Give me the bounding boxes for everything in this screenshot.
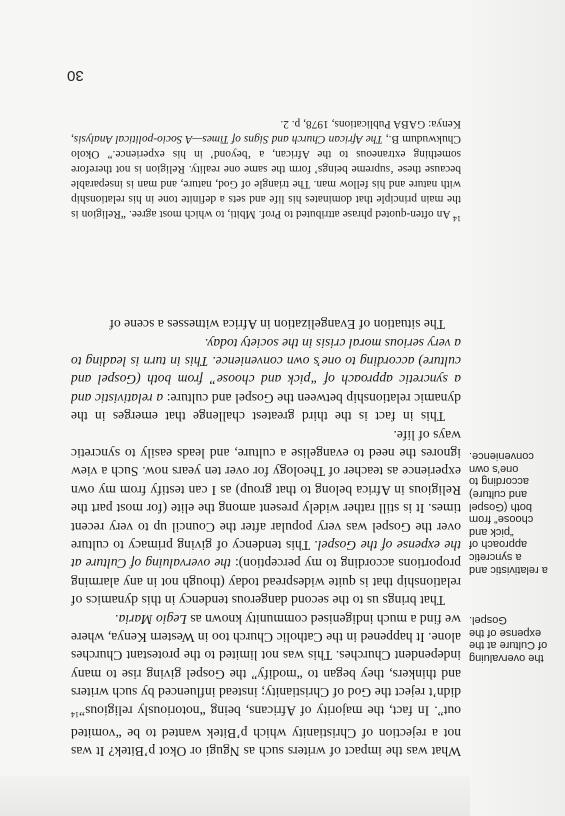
- body-text: [71, 315, 461, 760]
- margin-notes: [469, 440, 553, 756]
- paragraph-1-text: What was the impact of writers such as Ngugi or Okot p’Bitek? It was not a rejection of Christianity which p’Bitek wanted to be “vomited out”. In fact, the majority of Africans, being “notoriously religious”: [71, 703, 461, 759]
- paragraph-2: [71, 425, 461, 609]
- footnote-marker: 14: [453, 214, 461, 223]
- footnote-publisher: , Kenya: GABA Publications, 1978, p. 2.: [71, 118, 461, 146]
- paragraph-4: [71, 315, 461, 333]
- paragraph-3-lead: This in fact is the third greatest challenge that emerges in the dynamic relationship between the Gospel and culture:: [71, 390, 461, 425]
- page-number: 30: [67, 67, 84, 84]
- paragraph-1-end: .: [115, 611, 119, 627]
- footnote-14: [71, 116, 461, 226]
- footnote-book-title: The African Church and Signs of Times—A Socio-political Analysis: [73, 133, 383, 146]
- paragraph-1: [71, 609, 461, 760]
- paragraph-2-emphasis: the overvaluing of Culture at the expense of the Gospel: [71, 538, 461, 572]
- paragraph-2-rest: . This tendency of giving primacy to culture over the Gospel was very popular after the Council up to very recent times. It is still rather widely present among the elite (for most part the Religious in Africa belong to that group) as I can testify from my own experience as teacher of Theology for over ten years now. Such a view ignores the need to evangelise a culture, and leads easily to syncretic ways of life.: [71, 427, 461, 553]
- paragraph-3-emphasis: a relativistic and a syncretic approach of “pick and choose” from both (Gospel and culture) according to one’s own convenience. This in turn is leading to a very serious moral crisis in the society today.: [71, 335, 461, 406]
- legio-maria-term: Legio Maria: [118, 611, 187, 627]
- paragraph-2-lead: That brings us to the second dangerous tendency in this dynamics of relationship that is quite widespread today (though not in any alarming proportions according to my perception):: [71, 556, 461, 609]
- margin-note-relativistic: a relativistic and a syncretic approach of “pick and choose” from both (Gospel and culture) according to one’s own convenience.: [469, 450, 548, 576]
- footnote-text: An often-quoted phrase attributed to Prof. Mbiti, to which most agree. “Religion is the main principle that dominates his life and sets a definite tone in his relationship with nature and his fellow man. The triangle of God, nature, and man is inseparable because these ‘supreme beings’ form the same one reality. Religion is not therefore something extraneous to the African, a ‘beyond’ in his experience.” Okolo Chukwudum B.,: [71, 133, 461, 221]
- paragraph-4-text: The situation of Evangelization in Africa witnesses a scene of: [109, 317, 445, 333]
- margin-note-overvaluing: the overvaluing of Culture at the expense of the Gospel.: [469, 614, 548, 664]
- footnote-ref-14: 14: [71, 710, 79, 720]
- paragraph-1-text-cont: didn’t reject the God of Christianity; instead influenced by such writers and thinkers, they began to “modify” the Gospel giving rise to many independent Churches. This was not limited to the protestant Churches alone. It happened in the Catholic Church too in Western Kenya, where we find a much indigenised community known as: [71, 611, 461, 701]
- paragraph-3: [71, 333, 461, 425]
